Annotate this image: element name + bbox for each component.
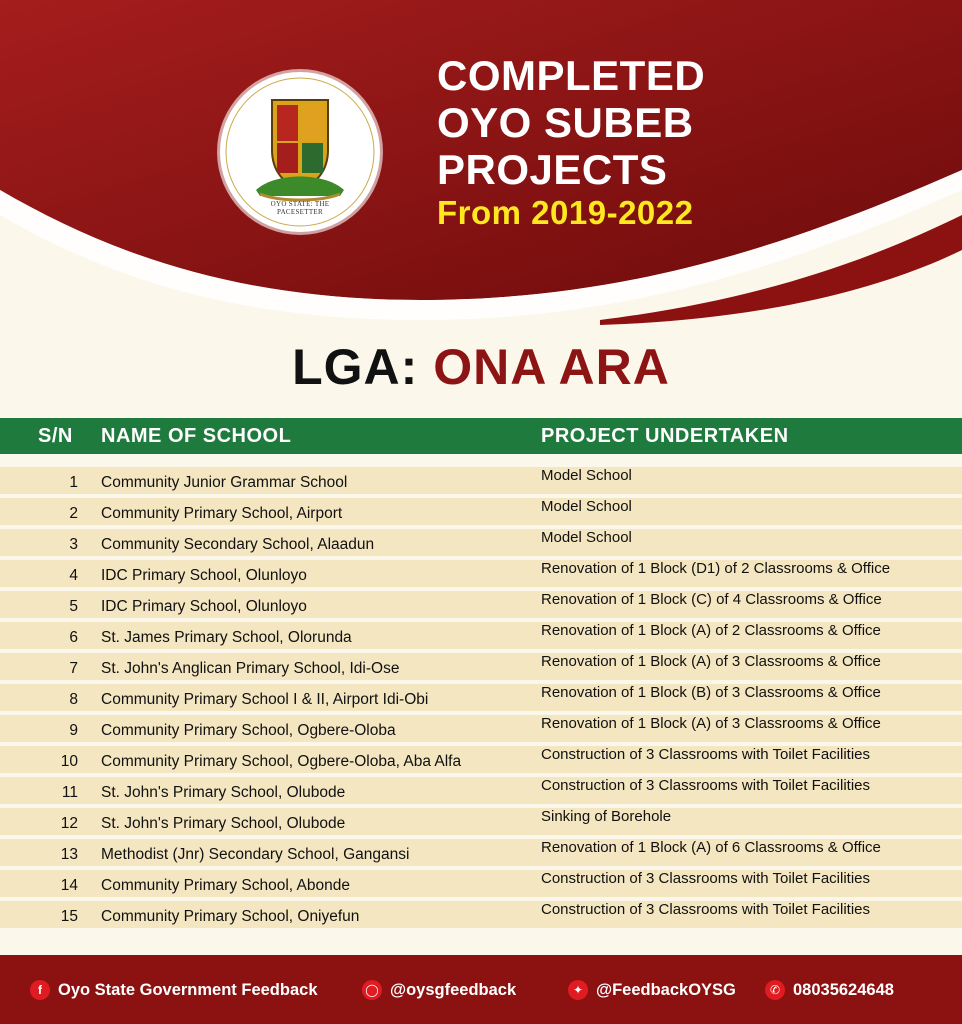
row-project: Model School [541,467,632,484]
row-school: Community Primary School, Airport [101,505,343,522]
row-project: Renovation of 1 Block (D1) of 2 Classrooms & Office [541,560,891,577]
facebook-icon: f [30,980,50,1000]
table-row [0,622,962,649]
row-school: Community Primary School, Ogbere-Oloba, Aba Alfa [101,753,462,770]
row-project: Renovation of 1 Block (A) of 6 Classrooms & Office [541,839,881,856]
row-project: Model School [541,529,632,546]
date-range: From 2019-2022 [437,194,694,231]
row-sn: 5 [69,598,78,615]
table-row [0,529,962,556]
title-line-1: COMPLETED [437,52,706,99]
row-project: Renovation of 1 Block (B) of 3 Classrooms & Office [541,684,881,701]
row-sn: 6 [69,629,78,646]
table-row [0,591,962,618]
row-project: Model School [541,498,632,515]
row-school: Community Primary School, Ogbere-Oloba [101,722,396,739]
row-sn: 14 [60,877,78,894]
row-sn: 10 [60,753,78,770]
twitter-link[interactable] [568,979,736,1001]
oyo-state-seal [220,72,380,232]
table-row [0,870,962,897]
footer-bar [0,955,962,1024]
row-project: Construction of 3 Classrooms with Toilet Facilities [541,746,871,763]
row-sn: 1 [69,474,78,491]
table-row [0,715,962,742]
row-school: Community Primary School, Oniyefun [101,908,360,925]
row-sn: 13 [60,846,78,863]
row-school: St. James Primary School, Olorunda [101,629,352,646]
row-sn: 11 [61,784,78,801]
row-project: Renovation of 1 Block (A) of 3 Classrooms & Office [541,715,881,732]
header-school: NAME OF SCHOOL [101,425,292,447]
table-row [0,839,962,866]
table-row [0,684,962,711]
projects-table [0,467,962,932]
table-header [0,418,962,454]
instagram-link[interactable] [362,979,516,1001]
title-line-2: OYO SUBEB [437,99,694,146]
row-school: St. John's Anglican Primary School, Idi-Ose [101,660,400,677]
row-sn: 4 [69,567,78,584]
table-row [0,498,962,525]
row-school: St. John's Primary School, Olubode [101,784,346,801]
row-school: IDC Primary School, Olunloyo [101,598,307,615]
lga-label: LGA: [292,339,419,395]
table-row [0,777,962,804]
row-school: Community Junior Grammar School [101,474,348,491]
row-school: Community Secondary School, Alaadun [101,536,375,553]
instagram-label: @oysgfeedback [390,980,517,999]
instagram-icon: ◯ [362,980,382,1000]
row-sn: 2 [69,505,78,522]
row-sn: 7 [69,660,78,677]
table-row [0,808,962,835]
table-row [0,653,962,680]
header-project: PROJECT UNDERTAKEN [541,425,789,447]
whatsapp-icon: ✆ [765,980,785,1000]
page-title [437,52,757,233]
twitter-label: @FeedbackOYSG [596,980,736,999]
row-sn: 15 [60,908,78,925]
row-project: Renovation of 1 Block (A) of 3 Classrooms & Office [541,653,881,670]
row-project: Sinking of Borehole [541,808,672,825]
whatsapp-label: 08035624648 [793,980,894,999]
facebook-link[interactable] [30,979,318,1001]
lga-heading [0,338,962,396]
table-row [0,901,962,928]
lga-name: ONA ARA [433,339,670,395]
row-school: Community Primary School, Abonde [101,877,350,894]
table-row [0,560,962,587]
row-project: Construction of 3 Classrooms with Toilet Facilities [541,901,871,918]
seal-motto: OYO STATE: THE PACESETTER [270,200,330,216]
facebook-label: Oyo State Government Feedback [58,980,318,999]
row-project: Renovation of 1 Block (C) of 4 Classrooms & Office [541,591,882,608]
row-project: Construction of 3 Classrooms with Toilet Facilities [541,777,871,794]
row-sn: 8 [69,691,78,708]
row-sn: 9 [69,722,78,739]
row-school: Community Primary School I & II, Airport Idi-Obi [101,691,429,708]
table-row [0,746,962,773]
row-project: Construction of 3 Classrooms with Toilet Facilities [541,870,871,887]
row-school: IDC Primary School, Olunloyo [101,567,307,584]
row-sn: 3 [69,536,78,553]
row-sn: 12 [60,815,78,832]
title-line-3: PROJECTS [437,146,668,193]
row-school: Methodist (Jnr) Secondary School, Gangansi [101,846,410,863]
whatsapp-link[interactable] [765,979,894,1001]
twitter-icon: ✦ [568,980,588,1000]
table-row [0,467,962,494]
header-sn: S/N [38,425,73,447]
row-project: Renovation of 1 Block (A) of 2 Classrooms & Office [541,622,881,639]
row-school: St. John's Primary School, Olubode [101,815,346,832]
